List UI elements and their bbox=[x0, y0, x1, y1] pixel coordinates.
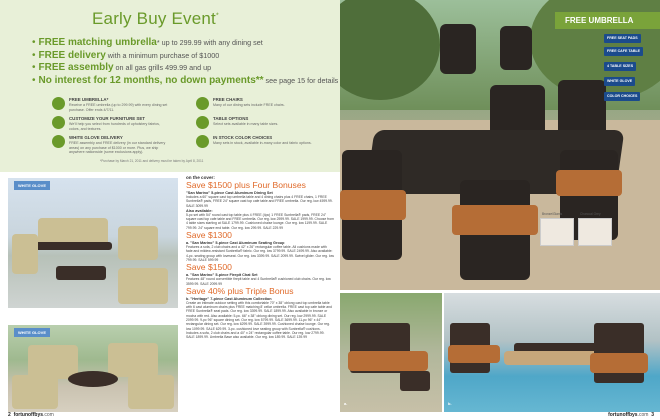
free-umbrella-badge: FREE UMBRELLA bbox=[555, 12, 660, 29]
footer-right: fortunoffbys.com 3 bbox=[608, 412, 654, 418]
photo-firepit-set bbox=[8, 325, 178, 412]
headline-heritage: Save 40% plus Triple Bonus bbox=[186, 285, 294, 296]
promo-bullet-delivery: • FREE delivery with a minimum purchase of $1000 bbox=[32, 49, 220, 61]
truck-icon bbox=[52, 135, 65, 148]
white-glove-badge-top: WHITE GLOVE bbox=[14, 181, 50, 190]
tag-color-choices: COLOR CHOICES bbox=[604, 92, 640, 101]
table-icon bbox=[196, 116, 209, 129]
promo-bullet-financing: • No interest for 12 months, no down payments** see page 15 for details bbox=[32, 74, 339, 86]
tag-white-glove: WHITE GLOVE bbox=[604, 77, 635, 86]
early-buy-panel: Early Buy Event* • FREE matching umbrella* up to 299.99 with any dining set • FREE delivery with a minimum purchase of $1000 • FREE assembly on all gas grills 499.99 and up • No interest for 12 months, no down payments** see page 15 for details FREE UMBRELLA* Receive a FREE umbrella (up to 299.99) with every dining set purchase. Offer ends 4/7/11. FREE CHAIRS Many of our dining sets include FREE chairs. CUSTOMIZE YOUR FURNITURE SET We'll help you select from hundreds of upholstery fabrics, colors, and textures. TABLE OPTIONS Select sets available in many table sizes. WHITE GLOVE DELIVERY FREE assembly and FREE delivery (in our standard delivery areas) on any purchase of $1000 or more. Plus, we ship anywhere nationwide (some exclusions apply). IN STOCK COLOR CHOICES Many sets in stock, available in-many color and fabric options. *Purchase by March 21, 2011 and delivery must be taken by April 8, 2011 bbox=[0, 0, 340, 172]
chair-icon bbox=[196, 97, 209, 110]
umbrella-icon bbox=[52, 97, 65, 110]
photo-poolside-set: b. bbox=[444, 293, 660, 412]
promo-bullets bbox=[32, 37, 337, 87]
photo-seating-group bbox=[8, 178, 178, 308]
swatch-bronze bbox=[540, 218, 574, 246]
swatch-charcoal bbox=[578, 218, 612, 246]
hero-photo-dining-set: Bronze/Giants Charcoal Grey bbox=[340, 0, 660, 290]
tag-free-seat-pads: FREE SEAT PADS bbox=[604, 34, 641, 43]
photo-chaise-lounge: a. bbox=[340, 293, 442, 412]
promo-title: Early Buy Event* bbox=[92, 9, 219, 28]
fabric-icon bbox=[52, 116, 65, 129]
promo-bullet-assembly: • FREE assembly on all gas grills 499.99 and up bbox=[32, 62, 212, 73]
footer-left: 2 fortunoffbys.com bbox=[8, 412, 54, 418]
promo-bullet-umbrella: • FREE matching umbrella* up to 299.99 with any dining set bbox=[32, 37, 263, 48]
tag-table-sizes: 4 TABLE SIZES bbox=[604, 62, 636, 71]
tag-free-cafe-table: FREE CAFE TABLE bbox=[604, 47, 643, 56]
white-glove-badge-bottom: WHITE GLOVE bbox=[14, 328, 50, 337]
fine-print: *Purchase by March 21, 2011 and delivery must be taken by April 8, 2011 bbox=[100, 159, 204, 163]
palette-icon bbox=[196, 135, 209, 148]
headline-san-marino-dining: Save $1500 plus Four Bonuses bbox=[186, 180, 306, 190]
headline-firepit: Save $1500 bbox=[186, 262, 232, 273]
product-copy: on the cover: Save $1500 plus Four Bonuses "San Marino" 5-piece Cast Aluminum Dining Set Includes a 60" square cast top umbrella table and 4 dining chairs plus 4 FREE chairs, 1 FREE Sunbrella® pads, FREE 24" square cast top cafe table and FREE umbrella. Our reg. low 4599.99. SALE 3099.99 Also available: 5-pc set with 54" round cast top table plus 4 FREE (4pc) 1 FREE Sunbrella® pads, FREE 24" square cast top cafe table and FREE umbrella. Our reg. low 2599.99. SALE 1999.99. Choose from 4 table sizes starting at SALE 1799.99. Cushioned chaise lounge. Our reg. low 1199.99. SALE 799.99. 24" square end table. Our reg. low 299.99. SALE 229.99 Save $1300 a. "San Marino" 5-piece Cast Aluminum Seating Group Features a sofa, 2 club chairs and a 42" x 26" rectangular coffee table. All cushions made with fade and mildew-resistant Sunbrella® fabric. Our reg. low 3799.99. SALE 2499.99. Also available: 4-pc. seating group with loveseat. Our reg. low 3399.99. SALE 2099.99. Swivel glider. Our reg. low 799.99. SALE 599.99 Save $1500 a. "San Marino" 5-piece Firepit Chat Set Features 48" round convertible firepit table and 4 Sunbrella® cushioned club chairs. Our reg. low 3599.99. SALE 2099.99 Save 40% plus Triple Bonus b. "Heritage" 7-piece Cast Aluminum Collection Create an intimate outdoor setting with this comfortable 70" x 38" oblong cast top umbrella table with 6 cast aluminum chairs plus FREE matching 8' cellar umbrella. FREE cast top cafe table and FREE Sunbrella® seat pads. Our reg. low 3399.99. SALE 1899.99. Also available in bronze or mocha with red. Also available: 5-pc. 66" x 38" oblong dining set. Our reg. low 2999.99. SALE 2099.99. 9-pc 96" square dining set. Our reg. low 5799.99. SALE 3699.99. 11-pc 96" x 44" rectangular dining set. Our reg. low 6299.99. SALE 3999.99. Cushioned chaise lounge. Our reg. low 1099.99. SALE 629.99. 3-pc. cushioned love seating group with Sunbrella® cushions. Includes a sofa, 2 club chairs and a 40" x 24" rectangular coffee table. Our reg. low 2799.99. SALE 1899.99. Umbrella Base also available. Our reg. low 189.99. SALE 139.99 bbox=[186, 175, 334, 340]
headline-seating-group: Save $1300 bbox=[186, 230, 232, 241]
